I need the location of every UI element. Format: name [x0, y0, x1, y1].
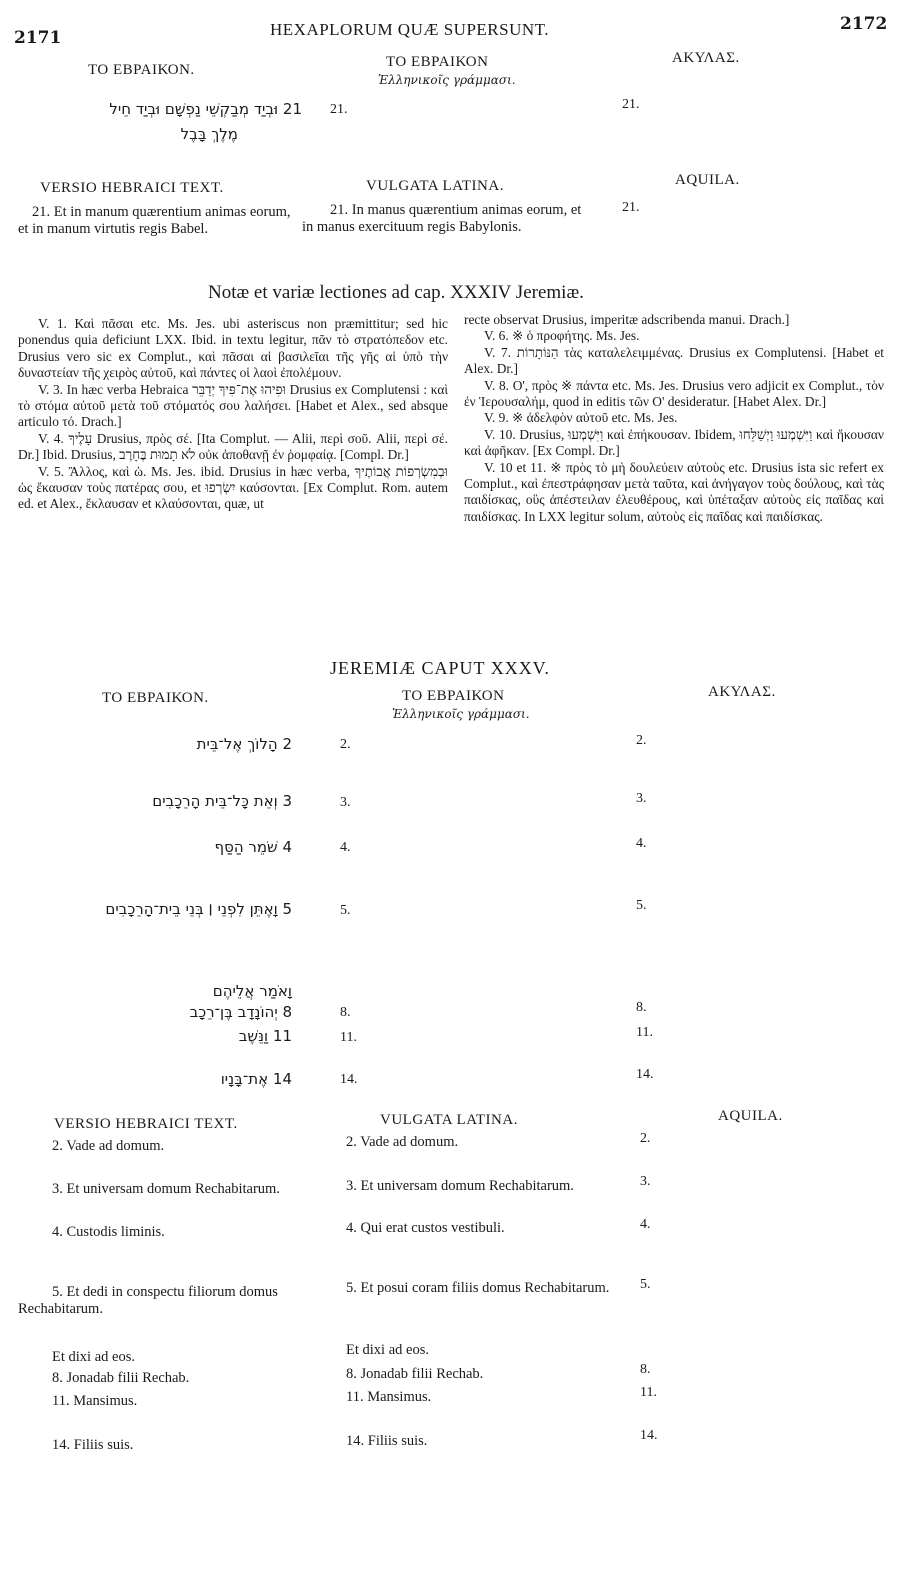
vulgata-dixi: Et dixi ad eos. — [346, 1342, 429, 1358]
col-heading-aquila-greek: ΑΚΥΛΑΣ. — [672, 50, 740, 66]
cap35-aquila-v2: 2. — [636, 733, 647, 748]
page-number-left: 2171 — [14, 28, 62, 48]
note-v5-continued: recte observat Drusius, imperitæ adscribenda manui. Drach.] — [464, 312, 790, 327]
cap35-aquila-v14: 14. — [636, 1067, 654, 1082]
cap35-hebrew-v8: 8 יְהוֹנָדָב בֶּן־רֵכָב — [189, 1003, 292, 1021]
aquila-latin-v11: 11. — [640, 1385, 657, 1400]
vulgata-v3: 3. Et universam domum Rechabitarum. — [346, 1178, 574, 1194]
aquila-verse-21: 21. — [622, 97, 640, 112]
versio-dixi: Et dixi ad eos. — [52, 1349, 135, 1365]
note-v8: V. 8. Ο', πρὸς ※ πάντα etc. Ms. Jes. Drusius vero adjicit ex Complut., τὸν ἐν Ἱερουσαλήμ, quod in editis τῶν Ο' desideratur. [Habet Alex. Dr.] — [464, 377, 884, 410]
vulgata-v5: 5. Et posui coram filiis domus Rechabitarum. — [346, 1280, 610, 1296]
page-number-right: 2172 — [840, 14, 888, 34]
aquila-latin-v8: 8. — [640, 1362, 651, 1377]
note-v9: V. 9. ※ ἀδελφὸν αὐτοῦ etc. Ms. Jes. — [484, 410, 678, 426]
vulgata-v11: 11. Mansimus. — [346, 1389, 432, 1405]
notes-right-column — [464, 312, 884, 525]
note-v7: V. 7. הַנּוֹתָרוֹת τὰς καταλελειμμένας. Drusius ex Complutensi. [Habet et Alex. Dr.] — [464, 344, 884, 377]
versio-verse-21: 21. Et in manum quærentium animas eorum, et in manum virtutis regis Babel. — [18, 204, 291, 237]
cap35-greek-v5: 5. — [340, 903, 351, 918]
aquila-latin-verse-21: 21. — [622, 200, 640, 215]
cap35-hebrew-dixi: וָאֹמַר אֲלֵיהֶם — [212, 982, 292, 1000]
cap35-greek-v14: 14. — [340, 1072, 358, 1087]
cap35-greek-v3: 3. — [340, 795, 351, 810]
cap35-hebrew-v3: 3 וְאֵת כָּל־בֵּית הָרֵכָבִים — [152, 792, 292, 810]
col-heading-greek-letters: ΤΟ ΕΒΡΑΙΚΟΝ — [386, 54, 489, 70]
versio-v4: 4. Custodis liminis. — [52, 1224, 165, 1240]
aquila-latin-v5: 5. — [640, 1277, 651, 1292]
note-v4: V. 4. עָלֶיךָ Drusius, πρὸς σέ. [Ita Complut. — Alii, περὶ σοῦ. Alii, περὶ σέ. Dr.] Ibid. Drusius, לֹא תָמוּת בֶּחָרֶב οὐκ ἀποθανῇ ἐν ῥομφαίᾳ. [Compl. Dr.] — [18, 430, 448, 463]
versio-v8: 8. Jonadab filii Rechab. — [52, 1370, 190, 1386]
vulgata-v14: 14. Filiis suis. — [346, 1433, 428, 1449]
cap35-hebrew-v5: 5 וָאֶתֵּן לִפְנֵי ׀ בְּנֵי בֵית־הָרֵכָבִים — [105, 900, 292, 918]
cap35-col-heading-hebrew: ΤΟ ΕΒΡΑΙΚΟΝ. — [102, 690, 209, 706]
col-heading-hebrew: ΤΟ ΕΒΡΑΙΚΟΝ. — [88, 62, 195, 78]
aquila-latin-v4: 4. — [640, 1217, 651, 1232]
versio-v2: 2. Vade ad domum. — [52, 1138, 165, 1154]
cap35-greek-v4: 4. — [340, 840, 351, 855]
cap35-hebrew-v2: 2 הָלוֹךְ אֶל־בֵּית — [196, 735, 292, 753]
versio-v11: 11. Mansimus. — [52, 1393, 138, 1409]
versio-v5: 5. Et dedi in conspectu filiorum domus Rechabitarum. — [18, 1284, 278, 1317]
cap35-greek-v8: 8. — [340, 1005, 351, 1020]
cap35-col-subheading-greek-letters: Ἑλληνικοῖς γράμμασι. — [392, 707, 530, 721]
note-v3: V. 3. In hæc verba Hebraica וּפִיהוּ אֶת־פִּיךָ יְדַבֵּר Drusius ex Complutensi : καὶ τὸ στόμα αὐτοῦ μετὰ τοῦ στόματός σου λαλήσει. [Habet et Alex., sed absque articulo τό. Drach.] — [18, 381, 449, 430]
cap35-aquila-v11: 11. — [636, 1025, 653, 1040]
notes-title: Notæ et variæ lectiones ad cap. XXXIV Jeremiæ. — [208, 282, 584, 303]
hebrew-verse-21-line1: 21 וּבְיַד מְבַקְשֵׁי נַפְשָׁם וּבְיַד חֵיל — [109, 100, 302, 118]
aquila-latin-v3: 3. — [640, 1174, 651, 1189]
running-title: HEXAPLORUM QUÆ SUPERSUNT. — [270, 20, 550, 39]
aquila-latin-v14: 14. — [640, 1428, 658, 1443]
note-v10-11: V. 10 et 11. ※ πρὸς τὸ μὴ δουλεύειν αὐτοὺς etc. Drusius ista sic refert ex Complut., καὶ ἐπεστράφησαν μετὰ ταῦτα, καὶ ἀνήγαγον τοὺς δούλους, καὶ τὰς παιδίσκας, οὓς ἀπέστειλαν ἐλευθέρους, καὶ ὑπέταξαν αὐτοὺς εἰς παῖδας καὶ παιδίσκας. In LXX legitur solum, αὐτοὺς εἰς παῖδας καὶ παιδίσκας. — [464, 459, 884, 524]
versio-v14: 14. Filiis suis. — [52, 1437, 134, 1453]
chapter-35-title: JEREMIÆ CAPUT XXXV. — [330, 658, 550, 678]
vulgata-v8: 8. Jonadab filii Rechab. — [346, 1366, 484, 1382]
vulgata-v2: 2. Vade ad domum. — [346, 1134, 459, 1150]
cap35-hebrew-v14: 14 אֶת־בָּנָיו — [220, 1070, 292, 1088]
note-v10: V. 10. Drusius, וַיִּשְׁמְעוּ καὶ ἐπήκουσαν. Ibidem, וַיִּשְׁמְעוּ וַיְשַׁלֵּחוּ καὶ ἤκουσαν καὶ ἀφῆκαν. [Ex Compl. Dr.] — [464, 426, 884, 459]
cap35-col-heading-versio: VERSIO HEBRAICI TEXT. — [54, 1116, 238, 1132]
col-heading-versio: VERSIO HEBRAICI TEXT. — [40, 180, 224, 196]
cap35-aquila-v3: 3. — [636, 791, 647, 806]
cap35-col-heading-vulgata: VULGATA LATINA. — [380, 1112, 518, 1128]
cap35-col-heading-aquila: ΑΚΥΛΑΣ. — [708, 684, 776, 700]
cap35-greek-v11: 11. — [340, 1030, 357, 1045]
note-v6: V. 6. ※ ὁ προφήτης. Ms. Jes. — [484, 328, 640, 344]
note-v5: V. 5. Ἄλλος, καὶ ὡ. Ms. Jes. ibid. Drusius in hæc verba, וּבְמִשְׂרְפוֹת אֲבוֹתֶיךָ ὡς ἔκαυσαν τοὺς πατέρας σου, et יִשְׂרְפוּ καύσονται. [Ex Complut. Rom. autem ed. et Alex., ἔκλαυσαν et κλαύσονται, quæ, ut — [18, 463, 448, 512]
versio-v3: 3. Et universam domum Rechabitarum. — [52, 1181, 280, 1197]
col-heading-aquila-latin: AQUILA. — [675, 172, 740, 188]
col-subheading-greek-letters: Ἑλληνικοῖς γράμμασι. — [378, 73, 516, 87]
cap35-aquila-v4: 4. — [636, 836, 647, 851]
col-heading-vulgata: VULGATA LATINA. — [366, 178, 504, 194]
cap35-aquila-v8: 8. — [636, 1000, 647, 1015]
cap35-hebrew-v4: 4 שֹׁמֵר הַסַּף — [214, 838, 292, 856]
vulgata-v4: 4. Qui erat custos vestibuli. — [346, 1220, 505, 1236]
cap35-aquila-v5: 5. — [636, 898, 647, 913]
cap35-greek-v2: 2. — [340, 737, 351, 752]
cap35-col-heading-greek-letters: ΤΟ ΕΒΡΑΙΚΟΝ — [402, 688, 505, 704]
aquila-latin-v2: 2. — [640, 1131, 651, 1146]
cap35-col-heading-aquila-latin: AQUILA. — [718, 1108, 783, 1124]
notes-left-column — [18, 316, 448, 513]
cap35-hebrew-v11: 11 וַנֵּשֶׁב — [238, 1027, 292, 1045]
vulgata-verse-21: 21. In manus quærentium animas eorum, et in manus exercituum regis Babylonis. — [302, 202, 582, 235]
greek-letters-verse-21: 21. — [330, 102, 348, 117]
hebrew-verse-21-line2: מֶלֶךְ בָּבֶל — [180, 125, 238, 143]
note-v1: V. 1. Καὶ πᾶσαι etc. Ms. Jes. ubi asteriscus non præmittitur; sed hic ponendus quia deficiunt LXX. Ibid. in textu legitur, πᾶν τὸ στρατόπεδον etc. Drusius vero sic ex Complut., καὶ πᾶσαι αἱ βασιλεῖαι τῆς γῆς αἱ ὑπὸ τὴν δυναστείαν τῆς χειρὸς αὐτοῦ, καὶ πάντες οἱ λαοὶ ἐπολέμουν. — [18, 316, 448, 381]
